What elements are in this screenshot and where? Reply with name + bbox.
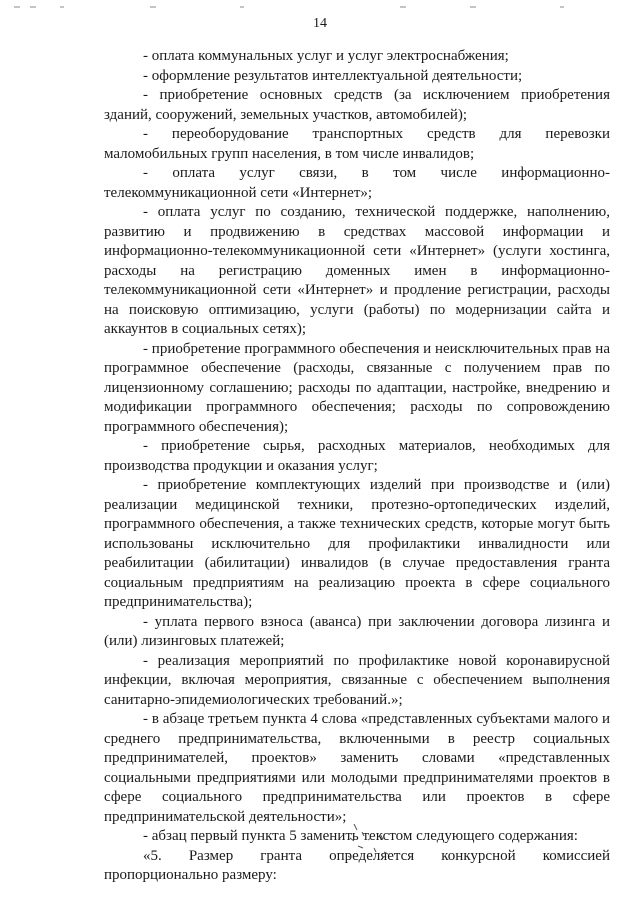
- paragraph: - в абзаце третьем пункта 4 слова «представленных субъектами малого и среднего предпринимательства, включенными в реестр социальных предпринимателей, проектов» заменить словами «представленных социальными предприятиями или молодыми предпринимателями проектов в сфере социального предпринимательства или проектов в сфере предпринимательской деятельности»;: [104, 711, 610, 825]
- scan-header-marks: [0, 4, 640, 10]
- paragraph: - приобретение сырья, расходных материалов, необходимых для производства продукции и оказания услуг;: [104, 438, 610, 474]
- document-body: [104, 47, 610, 886]
- paragraph: - оплата услуг связи, в том числе информационно-телекоммуникационной сети «Интернет»;: [104, 165, 610, 201]
- paragraph: - приобретение программного обеспечения и неисключительных прав на программное обеспечение (расходы, связанные с получением прав по лицензионному соглашению; расходы по адаптации, настройке, внедрению и модификации программного обеспечения; расходы по сопровождению программного обеспечения);: [104, 340, 610, 435]
- paragraph: - оформление результатов интеллектуальной деятельности;: [143, 67, 523, 84]
- paragraph: - уплата первого взноса (аванса) при заключении договора лизинга и (или) лизинговых платежей;: [104, 613, 610, 649]
- paragraph: - приобретение комплектующих изделий при производстве и (или) реализации медицинской техники, протезно-ортопедических изделий, программного обеспечения, а также технических средств, которые могут быть использованы исключительно для профилактики инвалидности или реабилитации (абилитации) инвалидов (в случае предоставления гранта социальным предприятиям на реализацию проекта в сфере социального предпринимательства);: [104, 477, 610, 610]
- scan-artifact-marks: [340, 822, 420, 872]
- paragraph: - оплата коммунальных услуг и услуг электроснабжения;: [143, 48, 509, 64]
- paragraph: - переоборудование транспортных средств для перевозки маломобильных групп населения, в том числе инвалидов;: [104, 126, 610, 162]
- paragraph: - оплата услуг по созданию, технической поддержке, наполнению, развитию и продвижению в средствах массовой информации и информационно-телекоммуникационной сети «Интернет» (услуги хостинга, расходы на регистрацию доменных имен в информационно-телекоммуникационной сети «Интернет» и продление регистрации, расходы на поисковую оптимизацию, услуги (работы) по модернизации сайта и аккаунтов в социальных сетях);: [104, 204, 610, 337]
- paragraph: - реализация мероприятий по профилактике новой коронавирусной инфекции, включая мероприятия, связанные с обеспечением выполнения санитарно-эпидемиологических требований.»;: [104, 652, 610, 708]
- paragraph: - приобретение основных средств (за исключением приобретения зданий, сооружений, земельных участков, автомобилей);: [104, 87, 610, 123]
- page-number: 14: [313, 16, 327, 31]
- paragraph: - абзац первый пункта 5 заменить текстом следующего содержания:: [143, 828, 578, 844]
- paragraph: «5. Размер гранта определяется конкурсной комиссией пропорционально размеру:: [104, 847, 610, 883]
